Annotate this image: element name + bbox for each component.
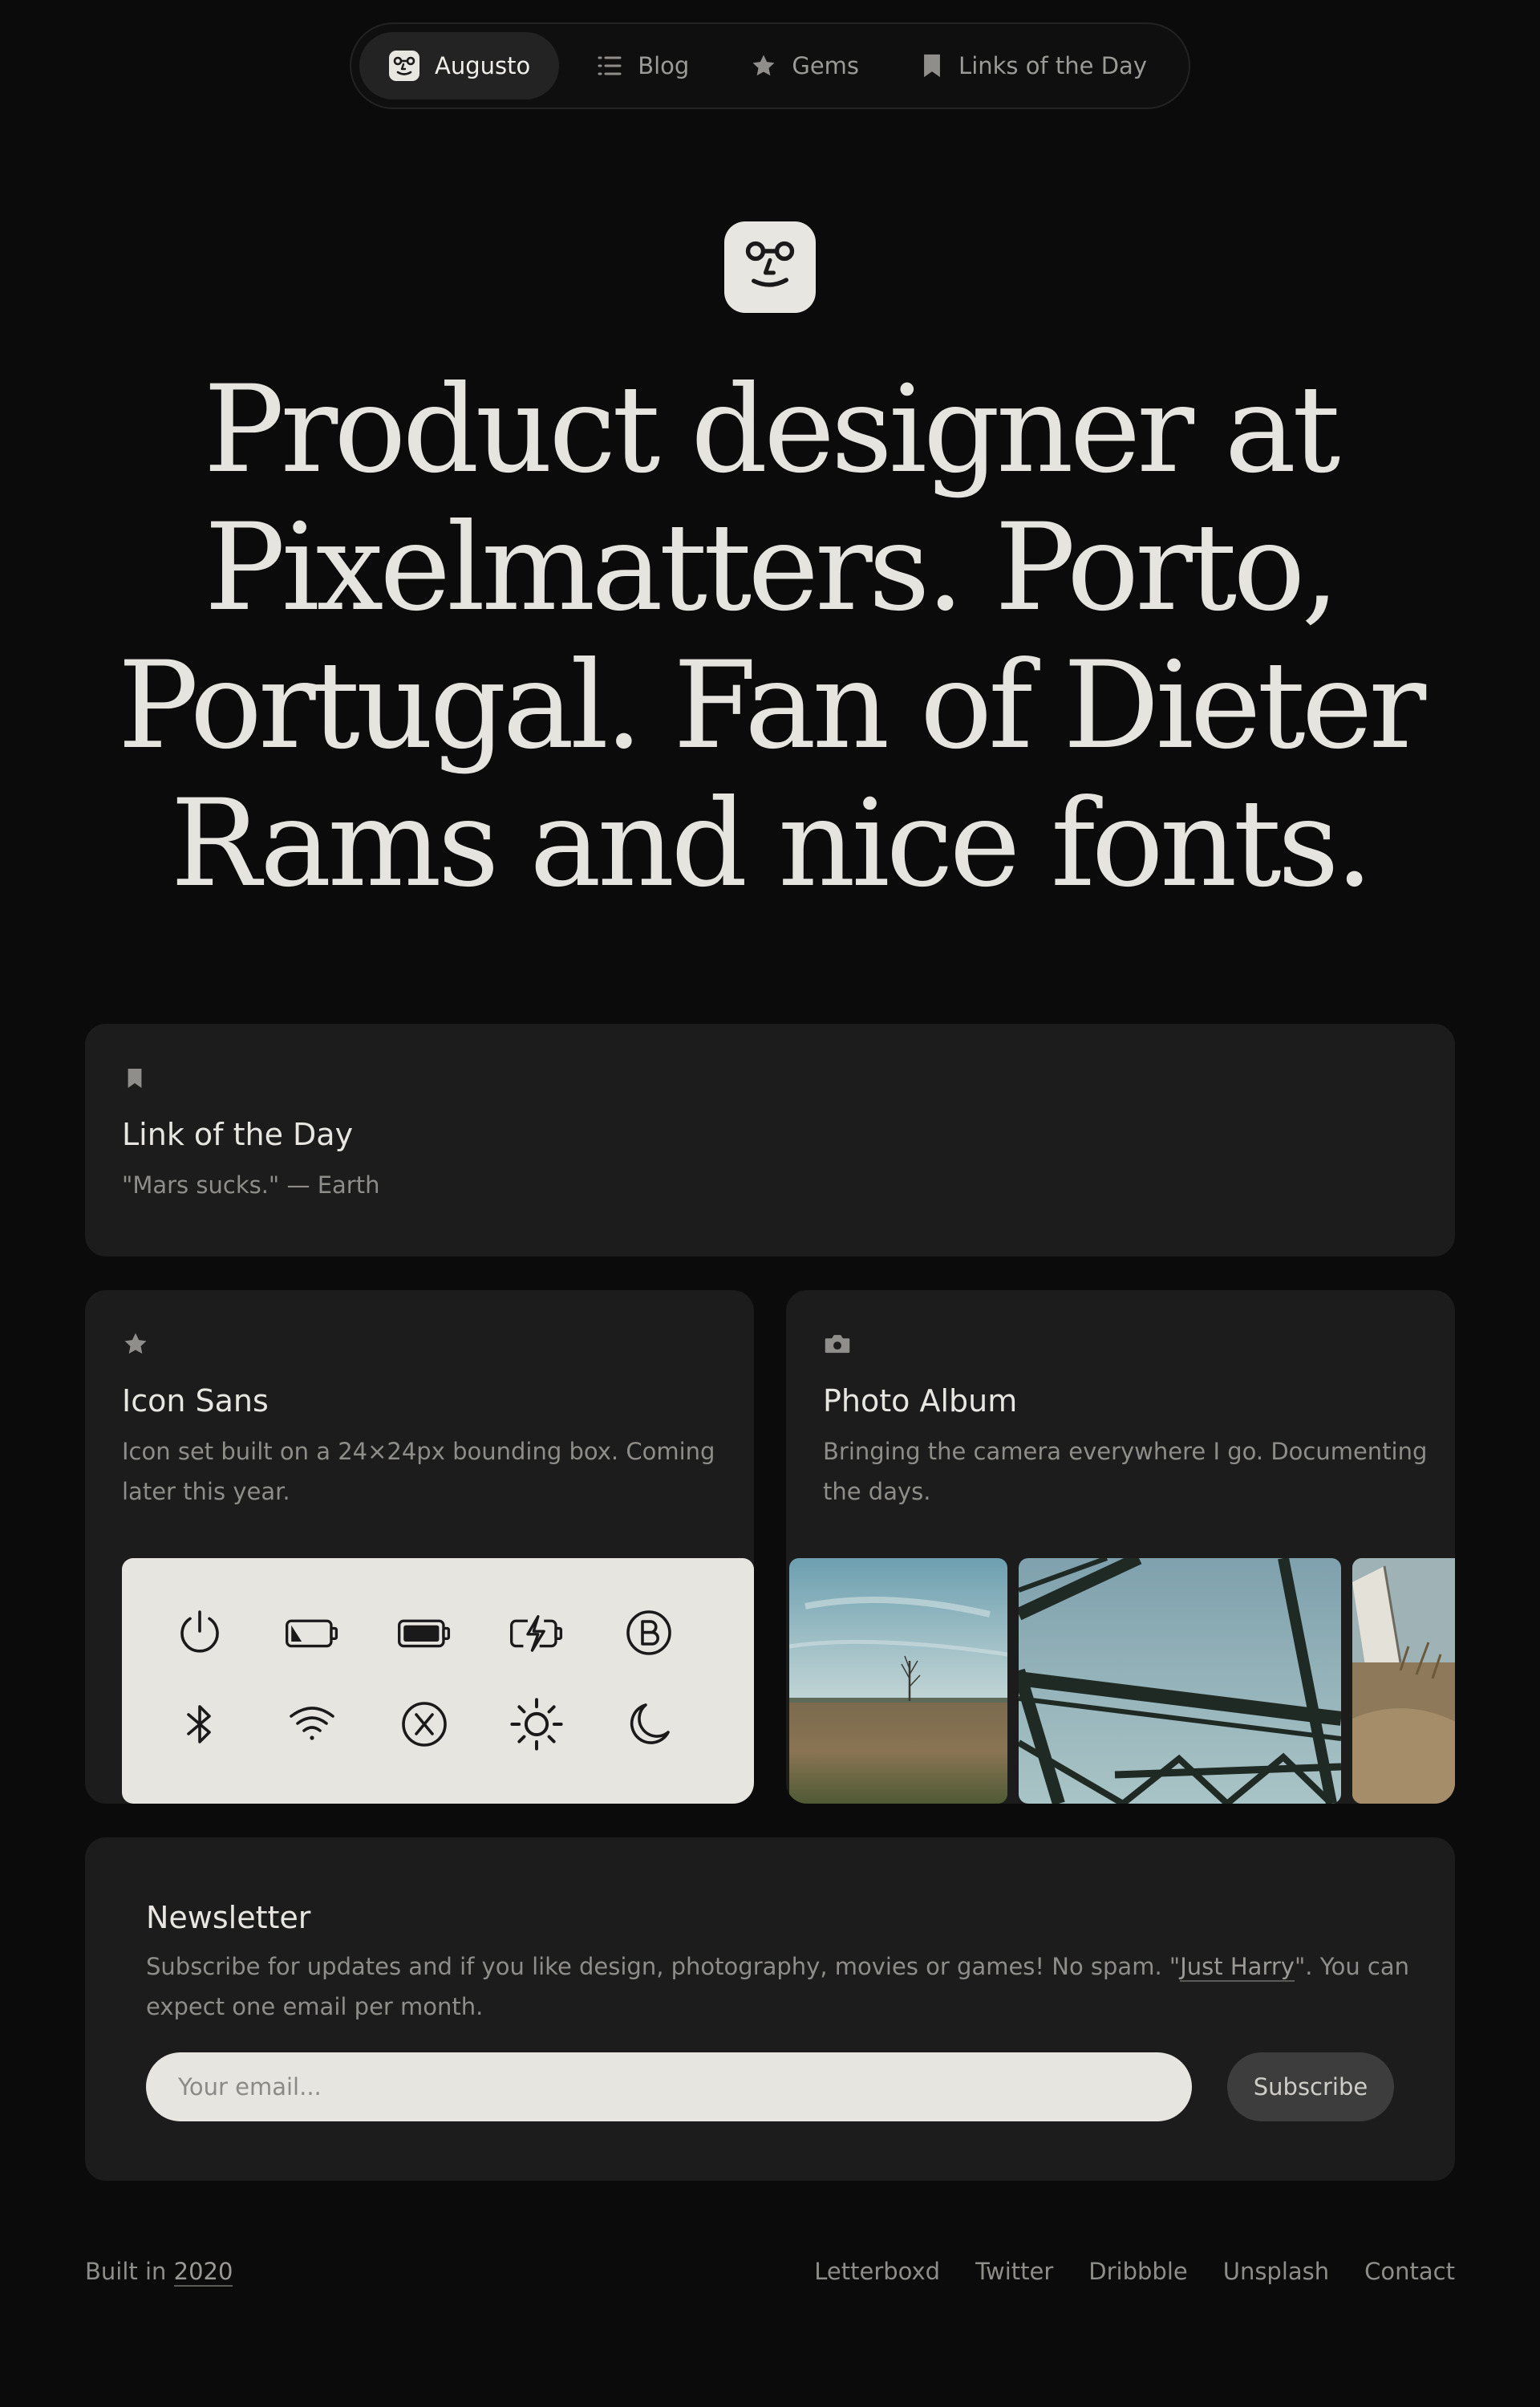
hero-line: Rams and nice fonts. (170, 774, 1370, 914)
x-circle-icon (396, 1696, 452, 1752)
avatar (724, 221, 816, 313)
footer-link-letterboxd[interactable]: Letterboxd (814, 2258, 941, 2285)
photo-structure[interactable] (1019, 1558, 1341, 1804)
nav-label: Gems (792, 52, 860, 79)
photo-album-card[interactable] (786, 1290, 1455, 1804)
subscribe-button[interactable]: Subscribe (1227, 2052, 1394, 2121)
star-icon (750, 52, 777, 79)
hero-heading (112, 361, 1428, 913)
nav-label: Links of the Day (958, 52, 1147, 79)
desc-text: ". You can (1294, 1953, 1410, 1980)
photo-field[interactable] (789, 1558, 1007, 1804)
nav-label: Augusto (435, 52, 531, 79)
camera-icon (823, 1330, 852, 1361)
hero-line: Portugal. Fan of Dieter (117, 636, 1423, 776)
battery-charging-icon (509, 1605, 565, 1661)
bookmark-icon (920, 52, 944, 79)
nav-item-augusto[interactable] (359, 32, 559, 99)
footer-link-twitter[interactable]: Twitter (975, 2258, 1054, 2285)
card-title: Photo Album (823, 1383, 1018, 1419)
desc-line: Bringing the camera everywhere I go. Documenting (823, 1438, 1428, 1465)
face-icon (734, 229, 806, 305)
battery-full-icon (396, 1605, 452, 1661)
card-description (122, 1431, 732, 1512)
face-icon (388, 50, 420, 82)
newsletter-description (146, 1946, 1413, 2027)
desc-line: later this year. (122, 1478, 290, 1505)
hero-line: Product designer at (203, 360, 1337, 500)
b-circle-icon (621, 1605, 677, 1661)
star-icon (122, 1330, 149, 1361)
email-input[interactable] (146, 2052, 1192, 2121)
desc-line: Icon set built on a 24×24px bounding box. Coming (122, 1438, 715, 1465)
link-of-the-day-card[interactable] (85, 1024, 1455, 1256)
bookmark-icon (125, 1065, 144, 1094)
nav-item-gems[interactable] (719, 32, 890, 99)
nav-item-blog[interactable] (565, 32, 719, 99)
desc-text: Subscribe for updates and if you like design, photography, movies or games! No spam. " (146, 1953, 1181, 1980)
desc-line (146, 1946, 1413, 1987)
icon-preview-panel (122, 1558, 754, 1804)
footer-built (85, 2258, 233, 2285)
nav-label: Blog (638, 52, 690, 79)
just-harry-link[interactable]: Just Harry (1180, 1953, 1295, 1980)
built-year-link[interactable]: 2020 (173, 2258, 233, 2285)
battery-low-icon (284, 1605, 340, 1661)
footer-link-unsplash[interactable]: Unsplash (1222, 2258, 1330, 2285)
hero-line: Pixelmatters. Porto, (204, 498, 1336, 638)
power-icon (172, 1605, 228, 1661)
wifi-icon (284, 1696, 340, 1752)
footer-link-dribbble[interactable]: Dribbble (1088, 2258, 1188, 2285)
card-title: Icon Sans (122, 1383, 269, 1419)
top-nav (350, 22, 1190, 109)
card-description (823, 1431, 1433, 1512)
desc-line: the days. (823, 1478, 931, 1505)
built-prefix: Built in (85, 2258, 174, 2285)
link-quote: "Mars sucks." — Earth (122, 1171, 380, 1199)
newsletter-title: Newsletter (146, 1900, 311, 1935)
newsletter-card (85, 1837, 1455, 2181)
photo-dry-grass[interactable] (1352, 1558, 1455, 1804)
sun-icon (509, 1696, 565, 1752)
desc-line: expect one email per month. (146, 1993, 484, 2020)
card-title: Link of the Day (122, 1117, 354, 1152)
nav-item-links-of-the-day[interactable] (890, 32, 1177, 99)
icon-sans-card[interactable] (85, 1290, 754, 1804)
footer-link-contact[interactable]: Contact (1364, 2258, 1455, 2285)
list-icon (596, 52, 623, 79)
bluetooth-icon (172, 1696, 228, 1752)
footer-links (814, 2258, 1455, 2285)
moon-icon (621, 1696, 677, 1752)
